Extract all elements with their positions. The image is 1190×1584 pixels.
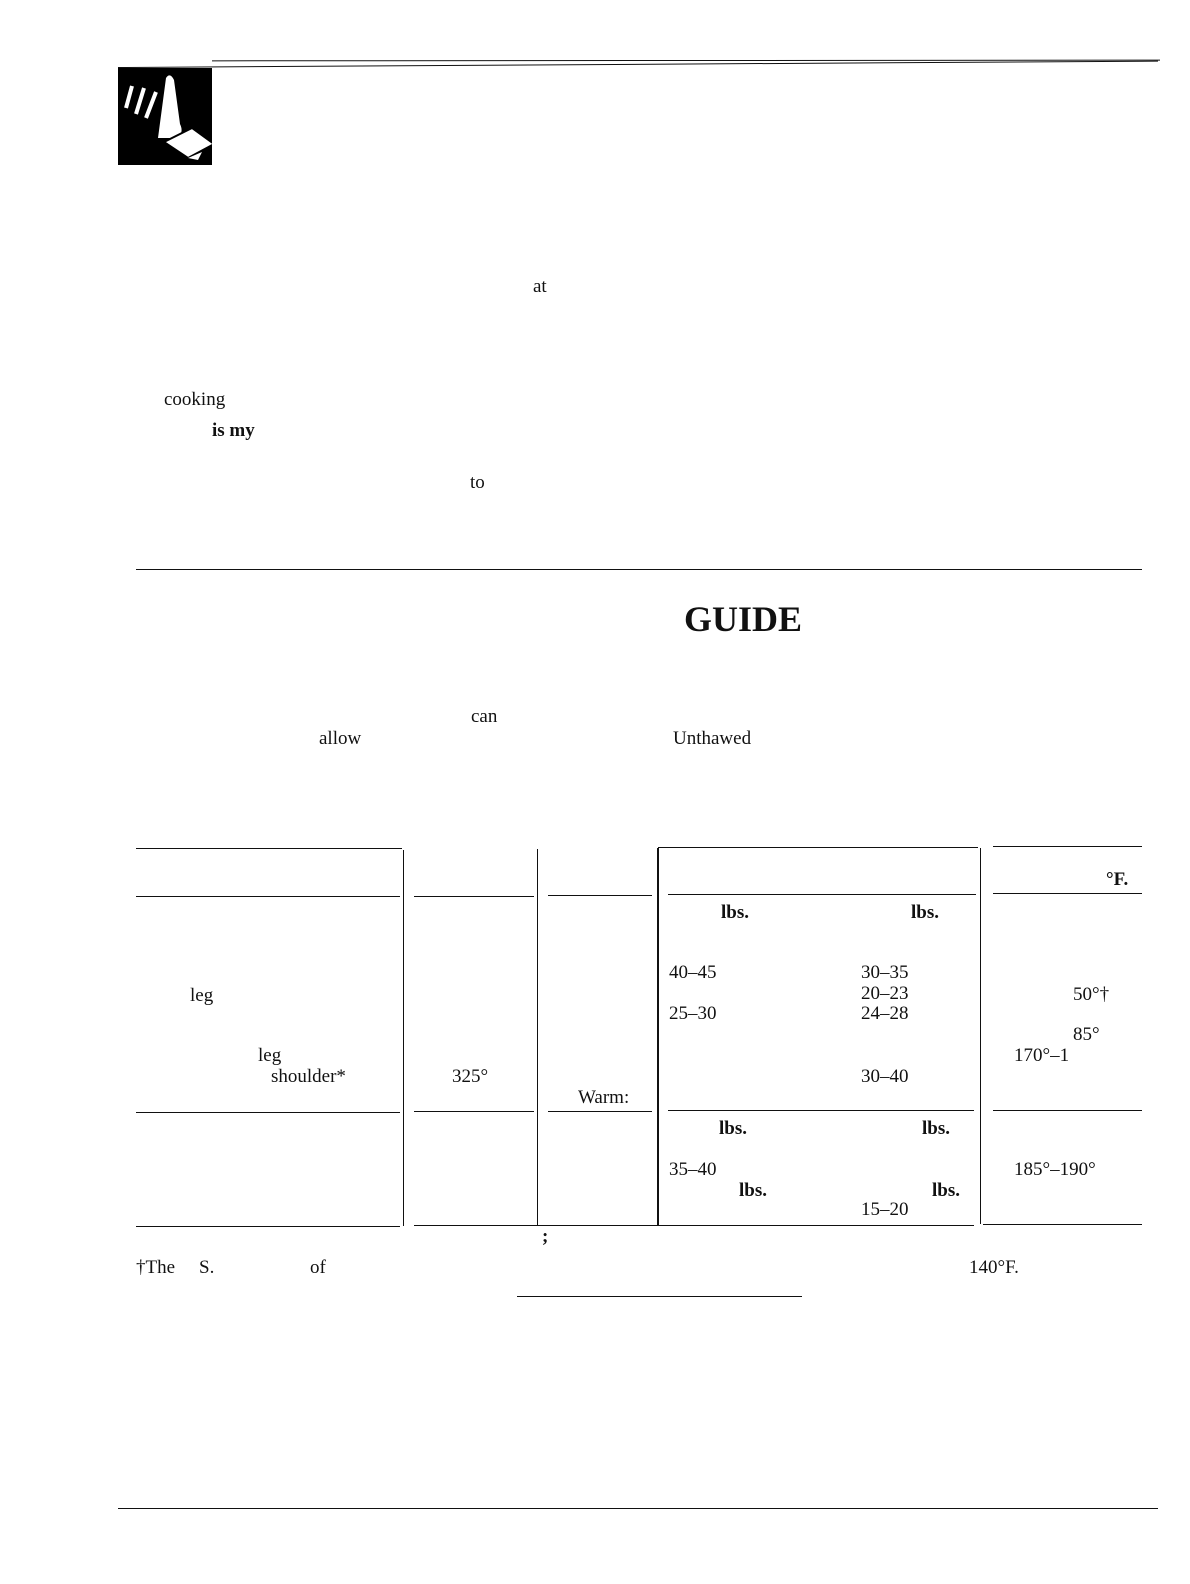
header-rule <box>118 61 1158 68</box>
col-divider-3 <box>657 848 659 1226</box>
header-rule-col1 <box>136 896 400 897</box>
mid-rule-col1 <box>136 1112 400 1113</box>
table-top-rule-col5 <box>993 846 1142 847</box>
r1-internal-3: 170°–1 <box>1014 1045 1070 1066</box>
hand-pressing-pad-icon <box>118 68 212 165</box>
header-rule-col5 <box>993 893 1142 894</box>
col-divider-2 <box>537 849 538 1225</box>
r1-oven-temp: 325° <box>452 1066 489 1087</box>
bottom-rule-col5 <box>983 1224 1142 1225</box>
col-divider-1 <box>403 850 404 1226</box>
bottom-rule-col1 <box>136 1226 400 1227</box>
footnote-underline <box>517 1296 802 1297</box>
footnote-temp: 140°F. <box>969 1257 1019 1278</box>
r1-internal-1: 50°† <box>1073 984 1110 1005</box>
r2-lbs-a: lbs. <box>719 1118 747 1139</box>
r1-lbs-a: lbs. <box>721 902 749 923</box>
mid-rule-col4 <box>668 1110 974 1111</box>
r1-leg2: leg <box>258 1045 282 1066</box>
r1-internal-2: 85° <box>1073 1024 1100 1045</box>
r2-lbs-d: lbs. <box>932 1180 960 1201</box>
table-top-rule-col4 <box>658 847 978 848</box>
r1-leg: leg <box>190 985 214 1006</box>
r1-warm: Warm: <box>578 1087 630 1108</box>
r1-time-3b: 24–28 <box>861 1003 909 1024</box>
r1-time-1b: 30–35 <box>861 962 909 983</box>
r2-time-2b: 15–20 <box>861 1199 909 1220</box>
r2-lbs-b: lbs. <box>922 1118 950 1139</box>
fragment-to: to <box>470 472 485 493</box>
footnote-the: †The <box>136 1257 176 1278</box>
section-divider <box>136 569 1142 570</box>
r1-time-4b: 30–40 <box>861 1066 909 1087</box>
header-rule-col4 <box>668 894 976 895</box>
fragment-cooking: cooking <box>164 389 226 410</box>
r1-shoulder: shoulder* <box>271 1066 346 1087</box>
fragment-unthawed: Unthawed <box>673 728 752 749</box>
r2-time-1a: 35–40 <box>669 1159 717 1180</box>
mid-rule-col2 <box>414 1111 534 1112</box>
fragment-is-my: is my <box>212 420 255 441</box>
fragment-allow: allow <box>319 728 362 749</box>
r2-lbs-c: lbs. <box>739 1180 767 1201</box>
mid-rule-col3 <box>548 1111 652 1112</box>
header-deg-f: °F. <box>1106 869 1129 890</box>
table-top-rule-col1 <box>136 848 402 849</box>
bottom-rule-col2-4 <box>414 1225 974 1226</box>
footer-rule <box>118 1508 1158 1509</box>
fragment-at: at <box>533 276 547 297</box>
fragment-can: can <box>471 706 498 727</box>
footnote-s: S. <box>199 1257 215 1278</box>
section-title: GUIDE <box>684 599 803 639</box>
r2-internal-1: 185°–190° <box>1014 1159 1096 1180</box>
header-rule-col2 <box>414 896 534 897</box>
footnote-of: of <box>310 1257 326 1278</box>
r1-time-3a: 25–30 <box>669 1003 717 1024</box>
r1-lbs-b: lbs. <box>911 902 939 923</box>
r1-time-2b: 20–23 <box>861 983 909 1004</box>
table-semicolon: ; <box>542 1226 549 1247</box>
mid-rule-col5 <box>993 1110 1142 1111</box>
header-rule-col3 <box>548 895 652 896</box>
col-divider-4 <box>980 848 981 1224</box>
r1-time-1a: 40–45 <box>669 962 717 983</box>
